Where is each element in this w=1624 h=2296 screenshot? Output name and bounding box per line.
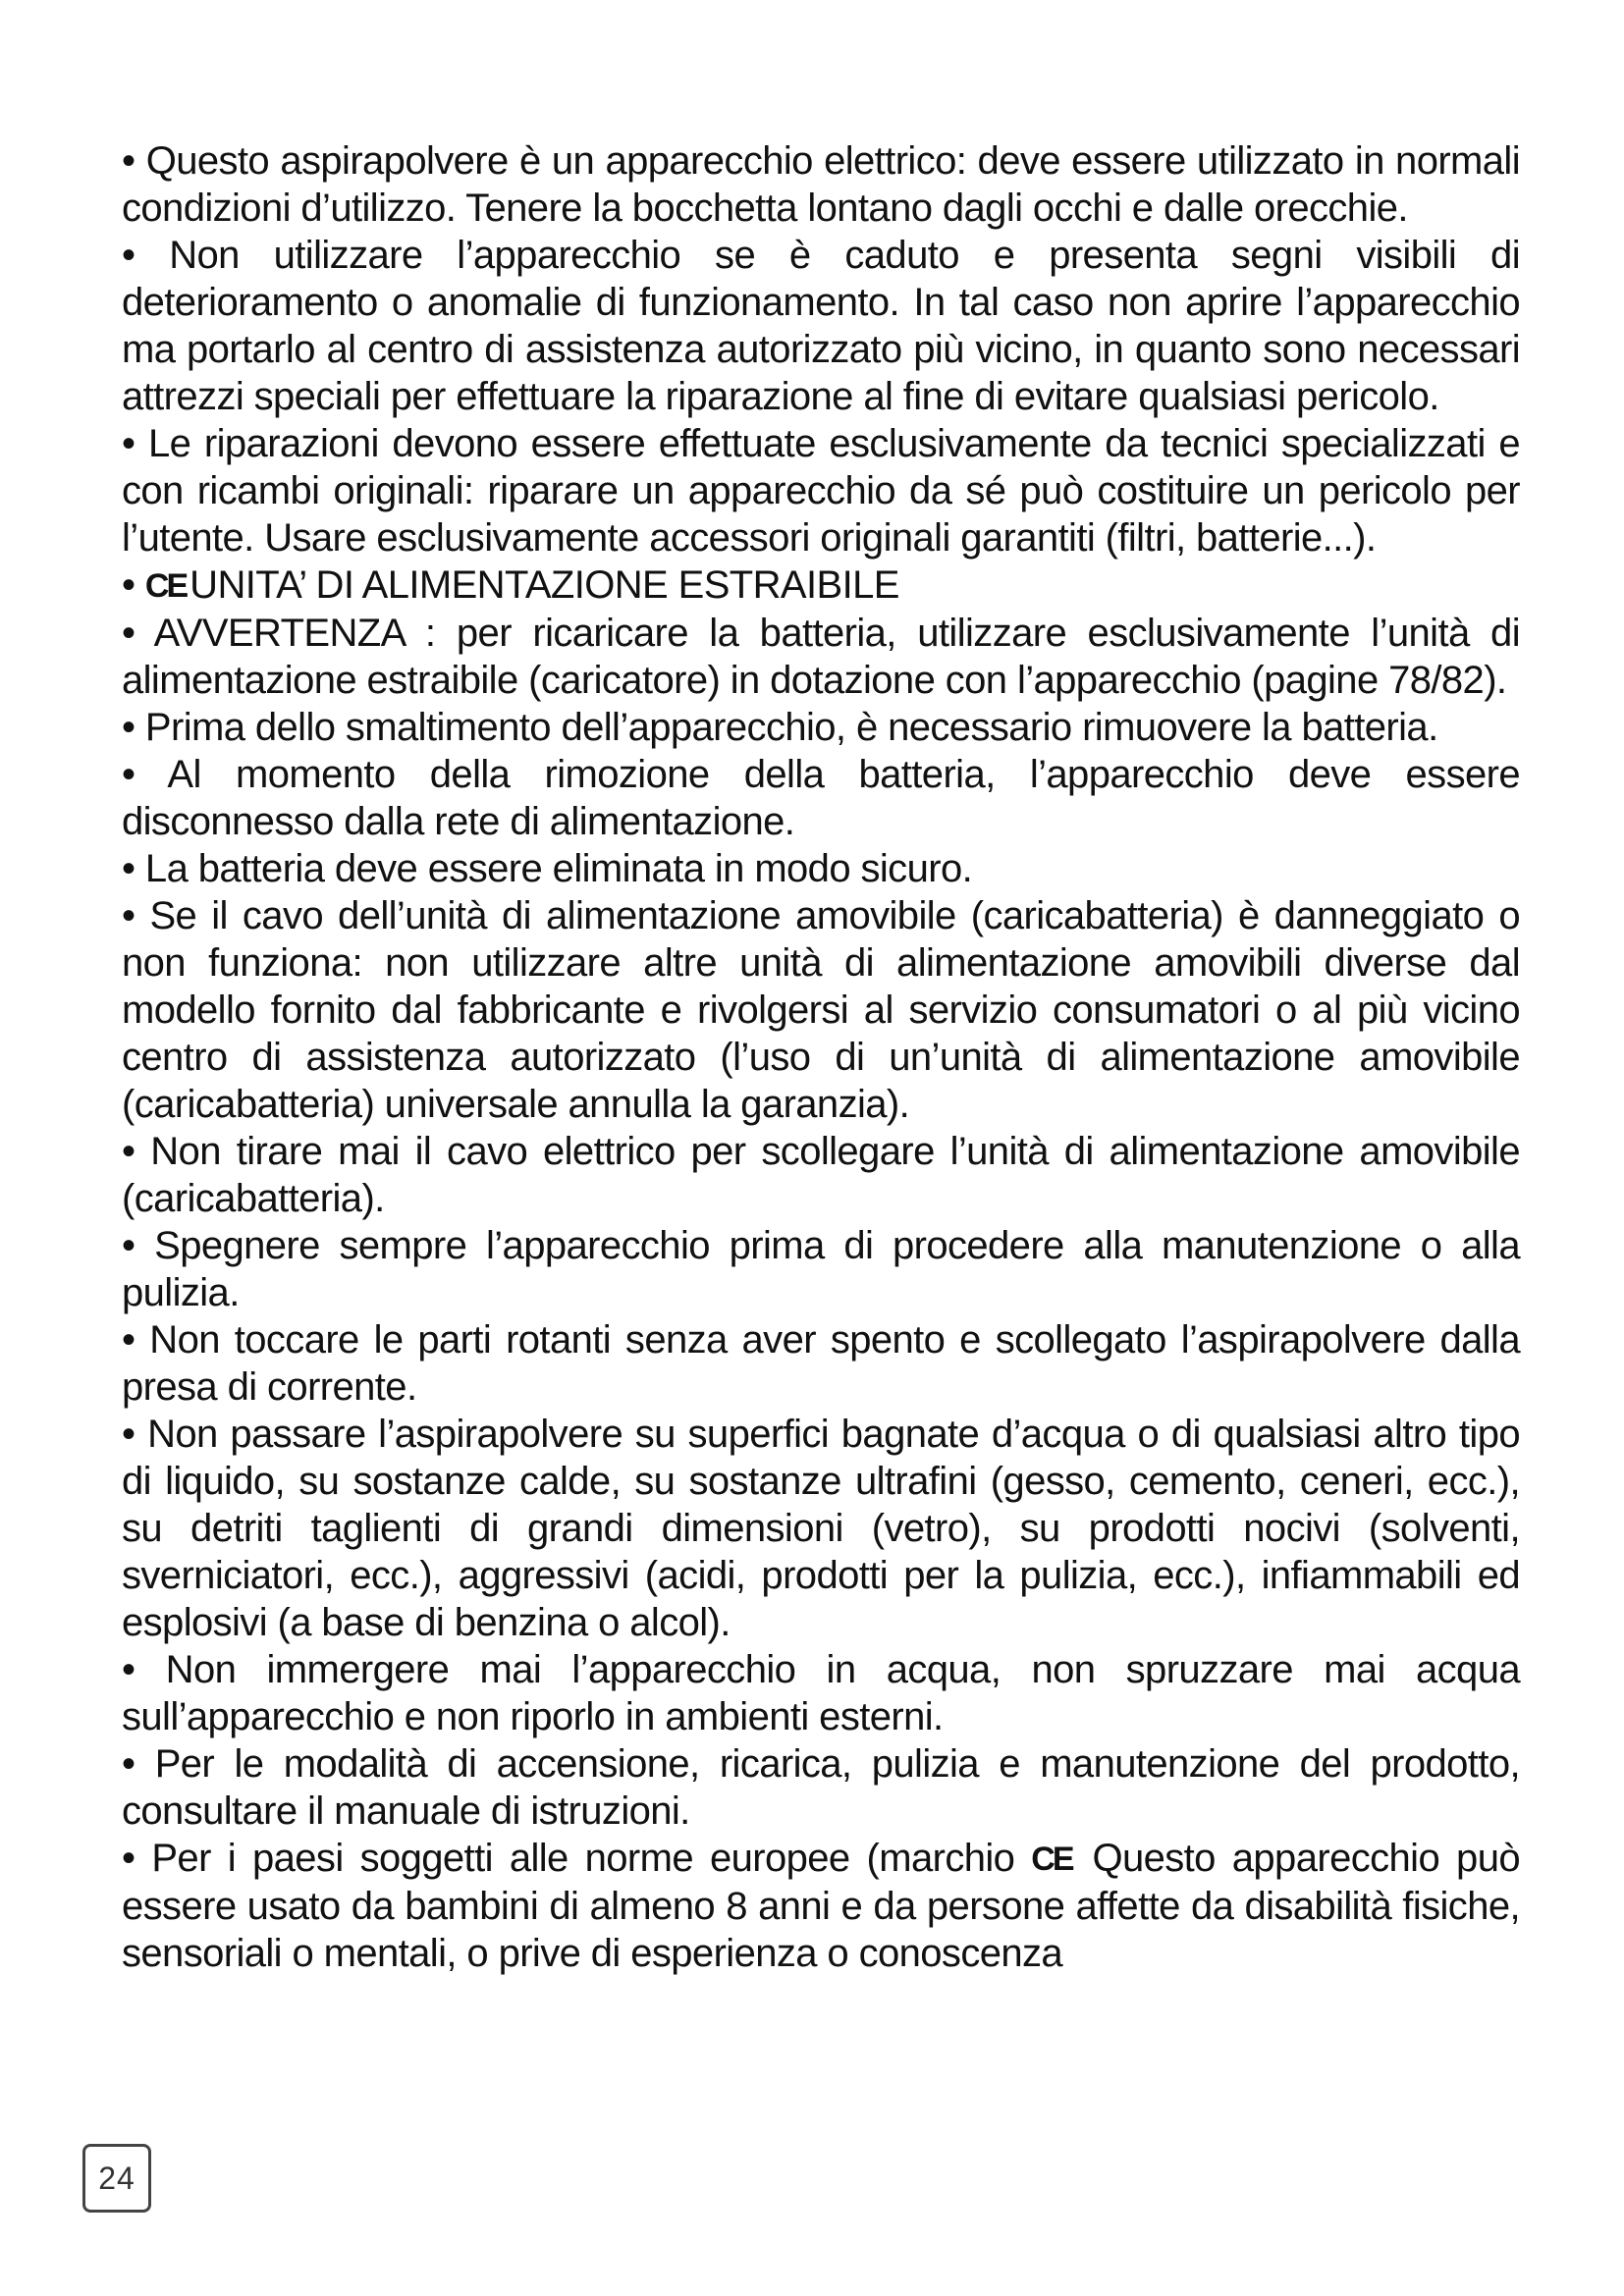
- paragraph-manual: • Per le modalità di accensione, ricarica, pulizia e manutenzione del prodotto, consultare il manuale di istruzioni.: [122, 1742, 1520, 1833]
- paragraph-cable-pull: • Non tirare mai il cavo elettrico per scollegare l’unità di alimentazione amovibile (caricabatteria).: [122, 1130, 1520, 1220]
- eu-text-before: • Per i paesi soggetti alle norme europee (marchio: [122, 1837, 1015, 1880]
- paragraph-damaged-appliance: • Non utilizzare l’apparecchio se è caduto e presenta segni visibili di deterioramento o anomalie di funzionamento. In tal caso non aprire l’apparecchio ma portarlo al centro di assistenza autorizzato più vicino, in quanto sono necessari attrezzi speciali per effettuare la riparazione al fine di evitare qualsiasi pericolo.: [122, 234, 1520, 418]
- paragraph-nozzle-safety: • Questo aspirapolvere è un apparecchio elettrico: deve essere utilizzato in normali condizioni d’utilizzo. Tenere la bocchetta lontano dagli occhi e dalle orecchie.: [122, 139, 1520, 230]
- section-heading-power-unit: [122, 561, 1520, 610]
- paragraph-surfaces: • Non passare l’aspirapolvere su superfici bagnate d’acqua o di qualsiasi altro tipo di liquido, su sostanze calde, su sostanze ultrafini (gesso, cemento, ceneri, ecc.), su detriti taglienti di grandi dimensioni (vetro), su prodotti nocivi (solventi, sverniciatori, ecc.), aggressivi (acidi, prodotti per la pulizia, ecc.), infiammabili ed esplosivi (a base di benzina o alcol).: [122, 1413, 1520, 1644]
- paragraph-switch-off: • Spegnere sempre l’apparecchio prima di procedere alla manutenzione o alla pulizia.: [122, 1224, 1520, 1314]
- paragraph-eu-countries: [122, 1835, 1520, 1977]
- section-bullet: •: [122, 563, 135, 607]
- paragraph-rotating-parts: • Non toccare le parti rotanti senza aver spento e scollegato l’aspirapolvere dalla presa di corrente.: [122, 1318, 1520, 1409]
- ce-mark-icon: CE: [1031, 1841, 1072, 1878]
- ce-mark-icon: CE: [144, 567, 187, 605]
- paragraph-disconnect: • Al momento della rimozione della batteria, l’apparecchio deve essere disconnesso dalla rete di alimentazione.: [122, 753, 1520, 843]
- paragraph-water: • Non immergere mai l’apparecchio in acqua, non spruzzare mai acqua sull’apparecchio e non riporlo in ambienti esterni.: [122, 1648, 1520, 1738]
- section-heading-text: UNITA’ DI ALIMENTAZIONE ESTRAIBILE: [189, 563, 899, 607]
- page-number: 24: [82, 2144, 151, 2213]
- document-body: [122, 137, 1520, 1977]
- paragraph-battery-removal: • Prima dello smaltimento dell’apparecchio, è necessario rimuovere la batteria.: [122, 706, 1438, 749]
- eu-text-after: Questo apparecchio può essere usato da bambini di almeno 8 anni e da persone affette da disabilità fisiche, sensoriali o mentali, o prive di esperienza o conoscenza: [122, 1837, 1520, 1975]
- paragraph-battery-disposal: • La batteria deve essere eliminata in modo sicuro.: [122, 847, 973, 890]
- paragraph-repairs: • Le riparazioni devono essere effettuate esclusivamente da tecnici specializzati e con ricambi originali: riparare un apparecchio da sé può costituire un pericolo per l’utente. Usare esclusivamente accessori originali garantiti (filtri, batterie...).: [122, 422, 1520, 560]
- paragraph-warning-charger: • AVVERTENZA : per ricaricare la batteria, utilizzare esclusivamente l’unità di alimentazione estraibile (caricatore) in dotazione con l’apparecchio (pagine 78/82).: [122, 612, 1520, 702]
- paragraph-damaged-cable: • Se il cavo dell’unità di alimentazione amovibile (caricabatteria) è danneggiato o non funziona: non utilizzare altre unità di alimentazione amovibili diverse dal modello fornito dal fabbricante e rivolgersi al servizio consumatori o al più vicino centro di assistenza autorizzato (l’uso di un’unità di alimentazione amovibile (caricabatteria) universale annulla la garanzia).: [122, 894, 1520, 1126]
